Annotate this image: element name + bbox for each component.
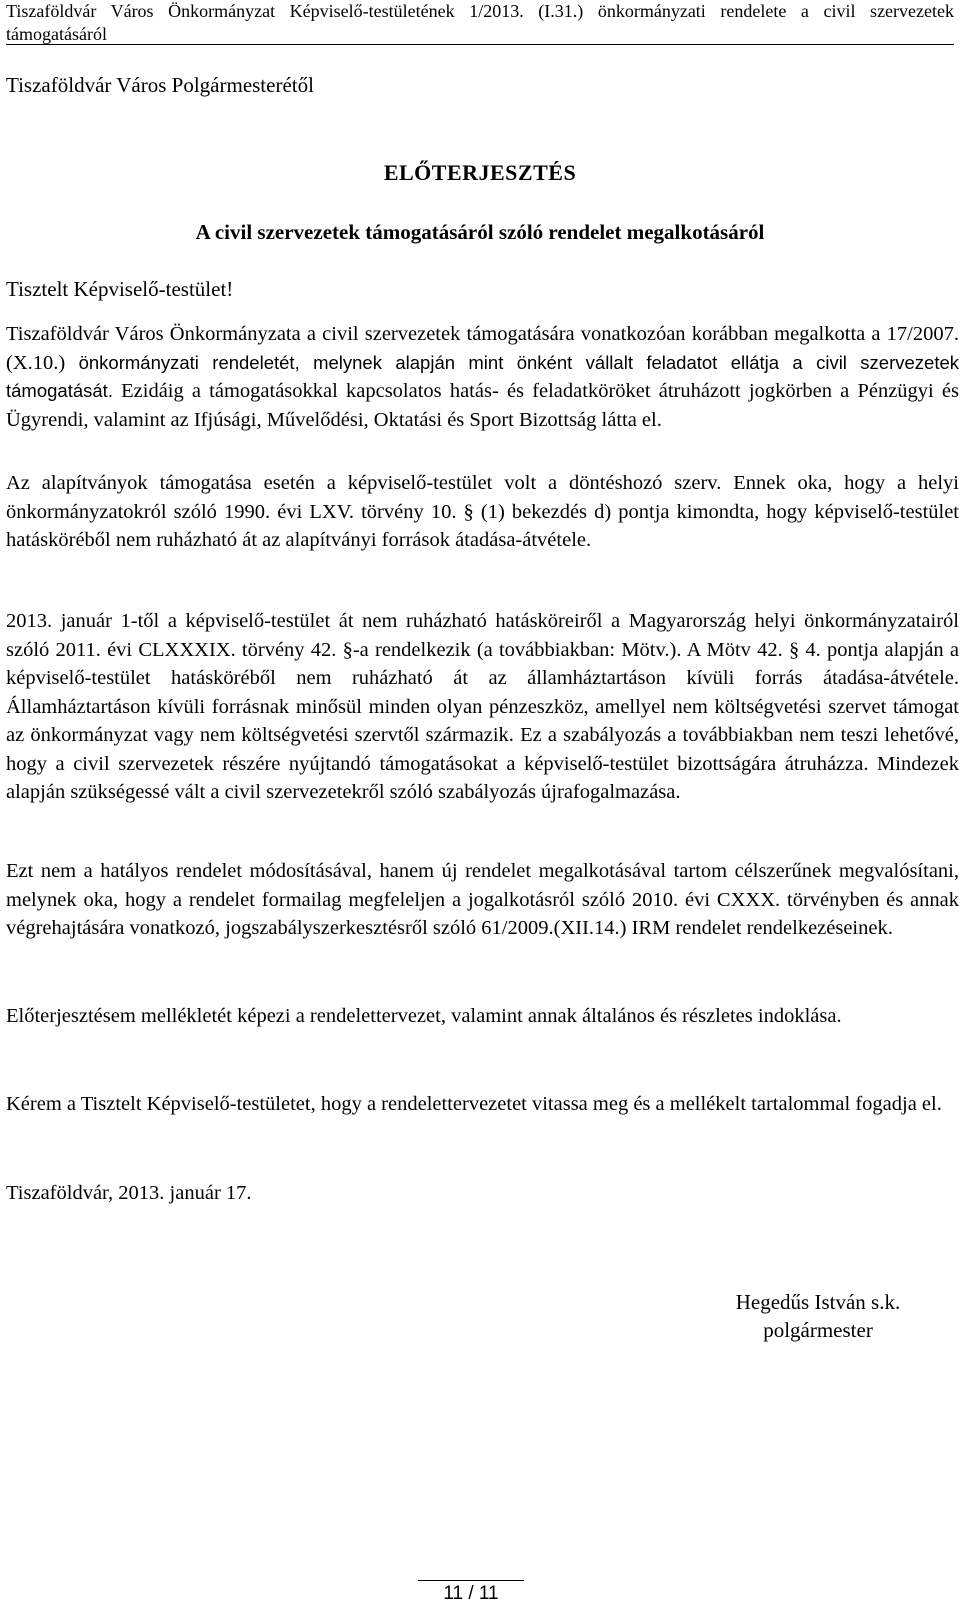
paragraph-2: Az alapítványok támogatása esetén a képviselő-testület volt a döntéshozó szerv. Ennek oka, hogy a helyi önkormányzatokról szóló 1990. évi LXV. törvény 10. § (1) bekezdés d) pontja kimondta, hogy képviselő-testület hatásköréből nem ruházható át az alapítványi források átadása-átvétele. — [6, 472, 959, 551]
paragraph-1-part-b: önkormányzati rendeletét, melynek alapján mint önként vállalt feladatot ellátja a civil szervezetek támogatását. — [6, 351, 959, 401]
salutation: Tisztelt Képviselő-testület! — [6, 277, 234, 301]
page-number: 11 / 11 — [443, 1583, 499, 1604]
paragraph-6: Kérem a Tisztelt Képviselő-testületet, hogy a rendelettervezetet vitassa meg és a mellékelt tartalommal fogadja el. — [6, 1093, 942, 1115]
paragraph-5: Előterjesztésem mellékletét képezi a rendelettervezet, valamint annak általános és részletes indoklása. — [6, 1005, 842, 1027]
paragraph-3: 2013. január 1-től a képviselő-testület át nem ruházható hatásköreiről a Magyarország helyi önkormányzatairól szóló 2011. évi CLXXXIX. törvény 42. §-a rendelkezik (a továbbiakban: Mötv.). A Mötv 42. § 4. pontja alapján a képviselő-testület hatásköréből nem ruházható át az államháztartáson kívüli forrás átadása-átvétele. Államháztartáson kívüli forrásnak minősül minden olyan pénzeszköz, amellyel nem költségvetési szervet támogat az önkormányzat vagy nem költségvetési szervtől származik. Ez a szabályozás a továbbiakban nem teszi lehetővé, hogy a civil szervezetek részére nyújtandó támogatásokat a képviselő-testület bizottságára átruházza. Mindezek alapján szükségessé vált a civil szervezetekről szóló szabályozás újrafogalmazása. — [6, 610, 959, 803]
footer-divider — [418, 1580, 524, 1581]
page-header: Tiszaföldvár Város Önkormányzat Képviselő-testületének 1/2013. (I.31.) önkormányzati rendelete a civil szervezetek támogatásáról — [6, 1, 954, 44]
paragraph-4: Ezt nem a hatályos rendelet módosításával, hanem új rendelet megalkotásával tartom célszerűnek megvalósítani, melynek oka, hogy a rendelet formailag megfeleljen a jogalkotásról szóló 2010. évi CXXX. törvényben és annak végrehajtására vonatkozó, jogszabályszerkesztésről szóló 61/2009.(XII.14.) IRM rendelet rendelkezéseinek. — [6, 860, 959, 939]
document-subtitle: A civil szervezetek támogatásáról szóló rendelet megalkotásáról — [195, 220, 765, 244]
paragraph-1 — [6, 320, 959, 434]
header-divider — [6, 44, 954, 45]
signature-name: Hegedűs István s.k. — [735, 1290, 901, 1314]
sender-line: Tiszaföldvár Város Polgármesterétől — [6, 73, 314, 97]
signature-role: polgármester — [763, 1318, 873, 1342]
document-title: ELŐTERJESZTÉS — [383, 160, 577, 185]
paragraph-1-part-c: Ezidáig a támogatásokkal kapcsolatos hatás- és feladatköröket átruházott jogkörben a Pénzügyi és Ügyrendi, valamint az Ifjúsági, Művelődési, Oktatási és Sport Bizottság látta el. — [6, 380, 959, 431]
date-line: Tiszaföldvár, 2013. január 17. — [6, 1182, 252, 1204]
paragraph-1-part-a: Tiszaföldvár Város Önkormányzata a civil szervezetek támogatására vonatkozóan korábban megalkotta a 17/2007.(X.10.) — [6, 323, 959, 374]
